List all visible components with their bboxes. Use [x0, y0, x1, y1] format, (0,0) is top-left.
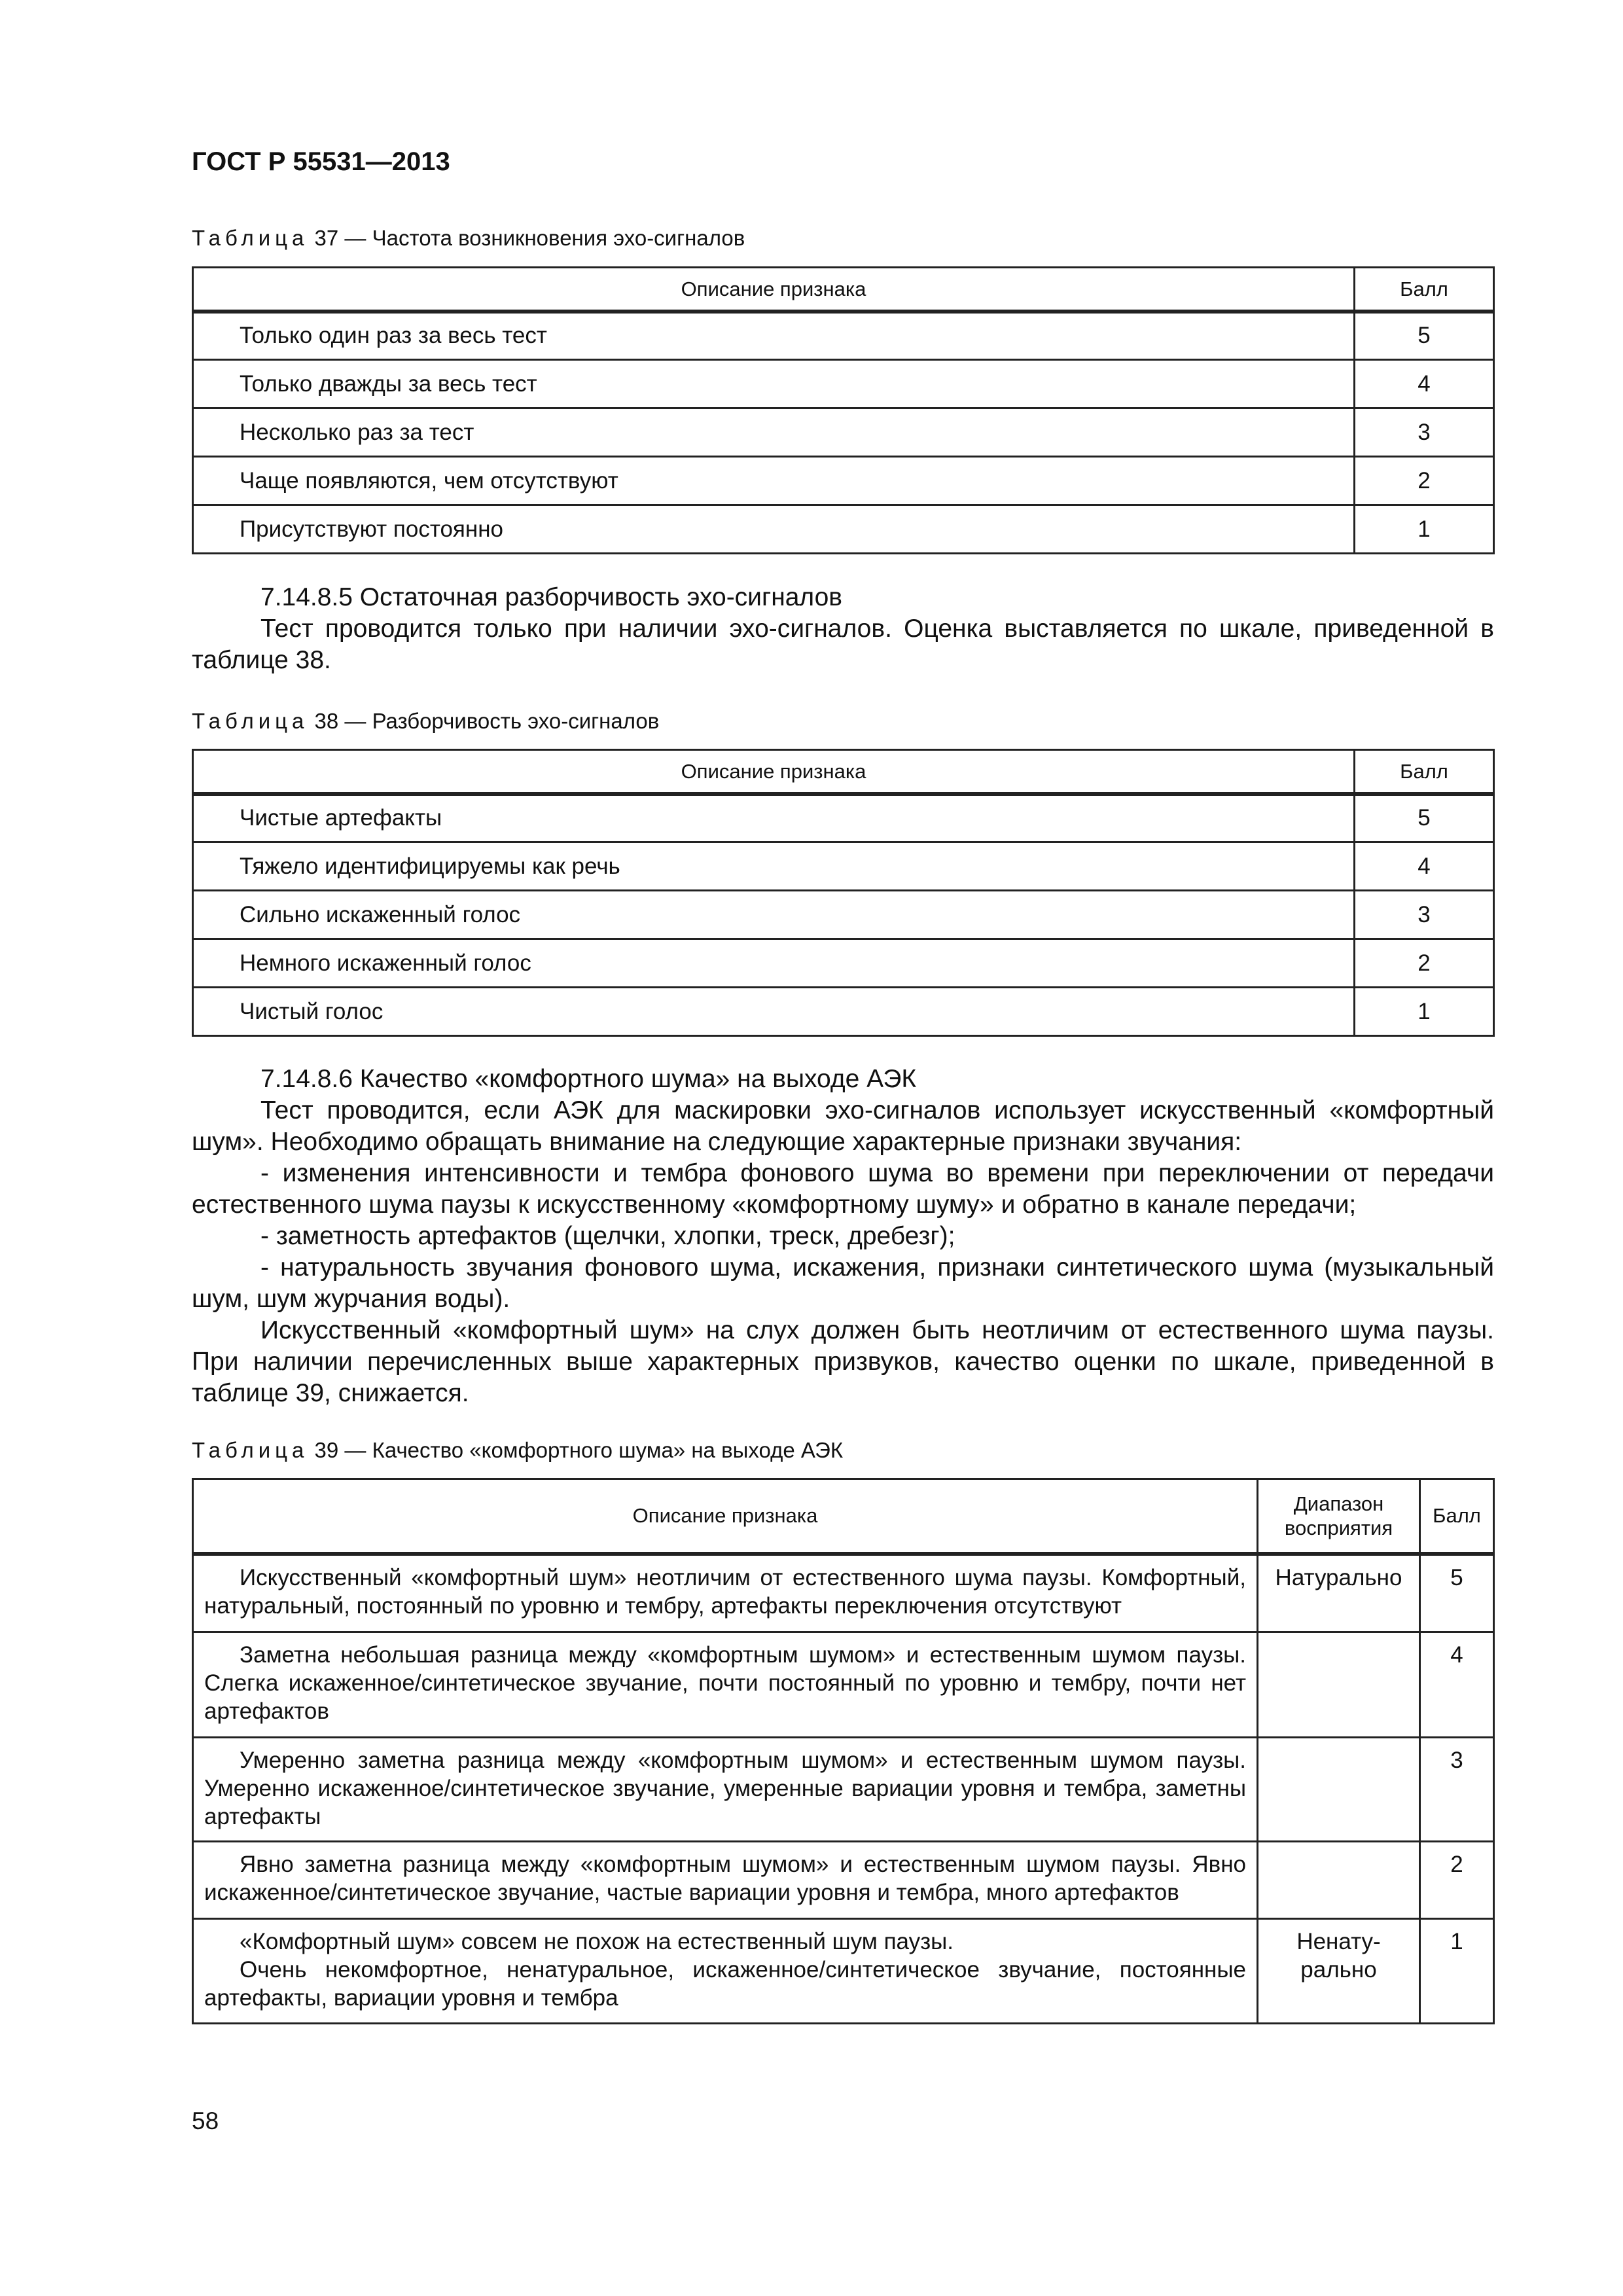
table-38 [192, 749, 1495, 1037]
row-description: Несколько раз за тест [193, 408, 1355, 457]
row-description: Тяжело идентифицируемы как речь [193, 842, 1355, 891]
table-37-header-score: Балл [1355, 268, 1494, 312]
table-row [193, 360, 1494, 408]
paragraph: Тест проводится, если АЭК для маскировки эхо-сигналов использует искусственный «комфортный шум». Необходимо обращать внимание на следующие характерные признаки звучания: [192, 1096, 1494, 1156]
table-39-header-range [1258, 1479, 1420, 1554]
row-score: 3 [1420, 1738, 1494, 1842]
row-score: 2 [1420, 1842, 1494, 1919]
row-score: 5 [1355, 794, 1494, 842]
row-description: Только дважды за весь тест [193, 360, 1355, 408]
header-range-line1: Диапазон [1293, 1492, 1384, 1515]
row-description-text: Искусственный «комфортный шум» неотличим от естественного шума паузы. Комфортный, натуральный, постоянный по уровню и тембру, артефакты переключения отсутствуют [204, 1564, 1246, 1619]
row-score: 2 [1355, 457, 1494, 505]
table-row [193, 988, 1494, 1036]
row-score: 3 [1355, 891, 1494, 939]
table-row [193, 891, 1494, 939]
section-heading: 7.14.8.5 Остаточная разборчивость эхо-сигналов [260, 583, 843, 611]
row-description: Чистые артефакты [193, 794, 1355, 842]
table-row [193, 457, 1494, 505]
row-description: Немного искаженный голос [193, 939, 1355, 988]
row-score: 4 [1355, 842, 1494, 891]
row-score: 1 [1420, 1919, 1494, 2024]
row-range [1258, 1919, 1420, 2024]
row-range-line2: рально [1300, 1957, 1377, 1982]
row-description [193, 1554, 1258, 1632]
page-number: 58 [192, 2108, 219, 2134]
row-description [193, 1919, 1258, 2024]
row-score: 5 [1420, 1554, 1494, 1632]
row-description: Только один раз за весь тест [193, 312, 1355, 360]
paragraph: Искусственный «комфортный шум» на слух должен быть неотличим от естественного шума паузы. При наличии перечисленных выше характерных призвуков, качество оценки по шкале, приведенной в таблице 39, снижается. [192, 1316, 1494, 1407]
row-score: 1 [1355, 505, 1494, 554]
row-range-line1: Ненату- [1296, 1929, 1381, 1954]
section-heading: 7.14.8.6 Качество «комфортного шума» на выходе АЭК [260, 1065, 917, 1093]
table-row [193, 939, 1494, 988]
bullet-item: - заметность артефактов (щелчки, хлопки, треск, дребезг); [260, 1222, 955, 1250]
document-header: ГОСТ Р 55531—2013 [192, 147, 450, 176]
table-row [193, 1738, 1494, 1842]
paragraph: Тест проводится только при наличии эхо-сигналов. Оценка выставляется по шкале, приведенной в таблице 38. [192, 615, 1494, 674]
table-37-caption-title: 37 — Частота возникновения эхо-сигналов [308, 226, 745, 250]
table-39-header-score: Балл [1420, 1479, 1494, 1554]
table-37 [192, 266, 1495, 554]
row-description [193, 1842, 1258, 1919]
table-row [193, 794, 1494, 842]
table-38-header-score: Балл [1355, 750, 1494, 794]
table-37-caption-word: Таблица [192, 226, 309, 250]
row-description [193, 1738, 1258, 1842]
table-row [193, 1919, 1494, 2024]
row-description: Чистый голос [193, 988, 1355, 1036]
table-38-caption [192, 709, 659, 734]
row-score: 1 [1355, 988, 1494, 1036]
table-row [193, 1632, 1494, 1738]
row-description: Присутствуют постоянно [193, 505, 1355, 554]
row-score: 2 [1355, 939, 1494, 988]
header-range-line2: восприятия [1284, 1516, 1393, 1539]
row-description [193, 1632, 1258, 1738]
row-score: 3 [1355, 408, 1494, 457]
table-row [193, 842, 1494, 891]
table-39 [192, 1478, 1495, 2024]
row-description-text: Умеренно заметна разница между «комфортным шумом» и естественным шумом паузы. Умеренно искаженное/синтетическое звучание, умеренные вариации уровня и тембра, заметны артефакты [204, 1748, 1246, 1829]
table-39-header-description: Описание признака [193, 1479, 1258, 1554]
section-7-14-8-6 [192, 1064, 1494, 1409]
row-description: Чаще появляются, чем отсутствуют [193, 457, 1355, 505]
row-description: Сильно искаженный голос [193, 891, 1355, 939]
table-38-header-description: Описание признака [193, 750, 1355, 794]
bullet-item: - изменения интенсивности и тембра фонового шума во времени при переключении от передачи естественного шума паузы к искусственному «комфортному шуму» и обратно в канале передачи; [192, 1159, 1494, 1219]
table-38-caption-word: Таблица [192, 709, 309, 733]
table-37-caption [192, 226, 745, 251]
table-row [193, 312, 1494, 360]
row-score: 4 [1420, 1632, 1494, 1738]
row-description-line2: Очень некомфортное, ненатуральное, искаженное/синтетическое звучание, постоянные артефакты, вариации уровня и тембра [204, 1957, 1246, 2011]
row-range [1258, 1842, 1420, 1919]
row-range: Натурально [1258, 1554, 1420, 1632]
row-score: 4 [1355, 360, 1494, 408]
row-description-line1: «Комфортный шум» совсем не похож на естественный шум паузы. [240, 1929, 954, 1954]
bullet-item: - натуральность звучания фонового шума, искажения, признаки синтетического шума (музыкальный шум, шум журчания воды). [192, 1253, 1494, 1313]
row-description-text: Заметна небольшая разница между «комфортным шумом» и естественным шумом паузы. Слегка искаженное/синтетическое звучание, почти постоянный по уровню и тембру, почти нет артефактов [204, 1642, 1246, 1724]
table-row [193, 505, 1494, 554]
table-row [193, 1554, 1494, 1632]
table-38-caption-title: 38 — Разборчивость эхо-сигналов [308, 709, 660, 733]
section-7-14-8-5 [192, 582, 1494, 676]
table-row [193, 408, 1494, 457]
row-description-text: Явно заметна разница между «комфортным шумом» и естественным шумом паузы. Явно искаженное/синтетическое звучание, частые вариации уровня и тембра, много артефактов [204, 1852, 1246, 1905]
table-39-caption-word: Таблица [192, 1438, 309, 1462]
row-range [1258, 1632, 1420, 1738]
table-row [193, 1842, 1494, 1919]
table-39-caption [192, 1438, 843, 1463]
table-37-header-description: Описание признака [193, 268, 1355, 312]
table-39-caption-title: 39 — Качество «комфортного шума» на выходе АЭК [308, 1438, 844, 1462]
row-score: 5 [1355, 312, 1494, 360]
row-range [1258, 1738, 1420, 1842]
